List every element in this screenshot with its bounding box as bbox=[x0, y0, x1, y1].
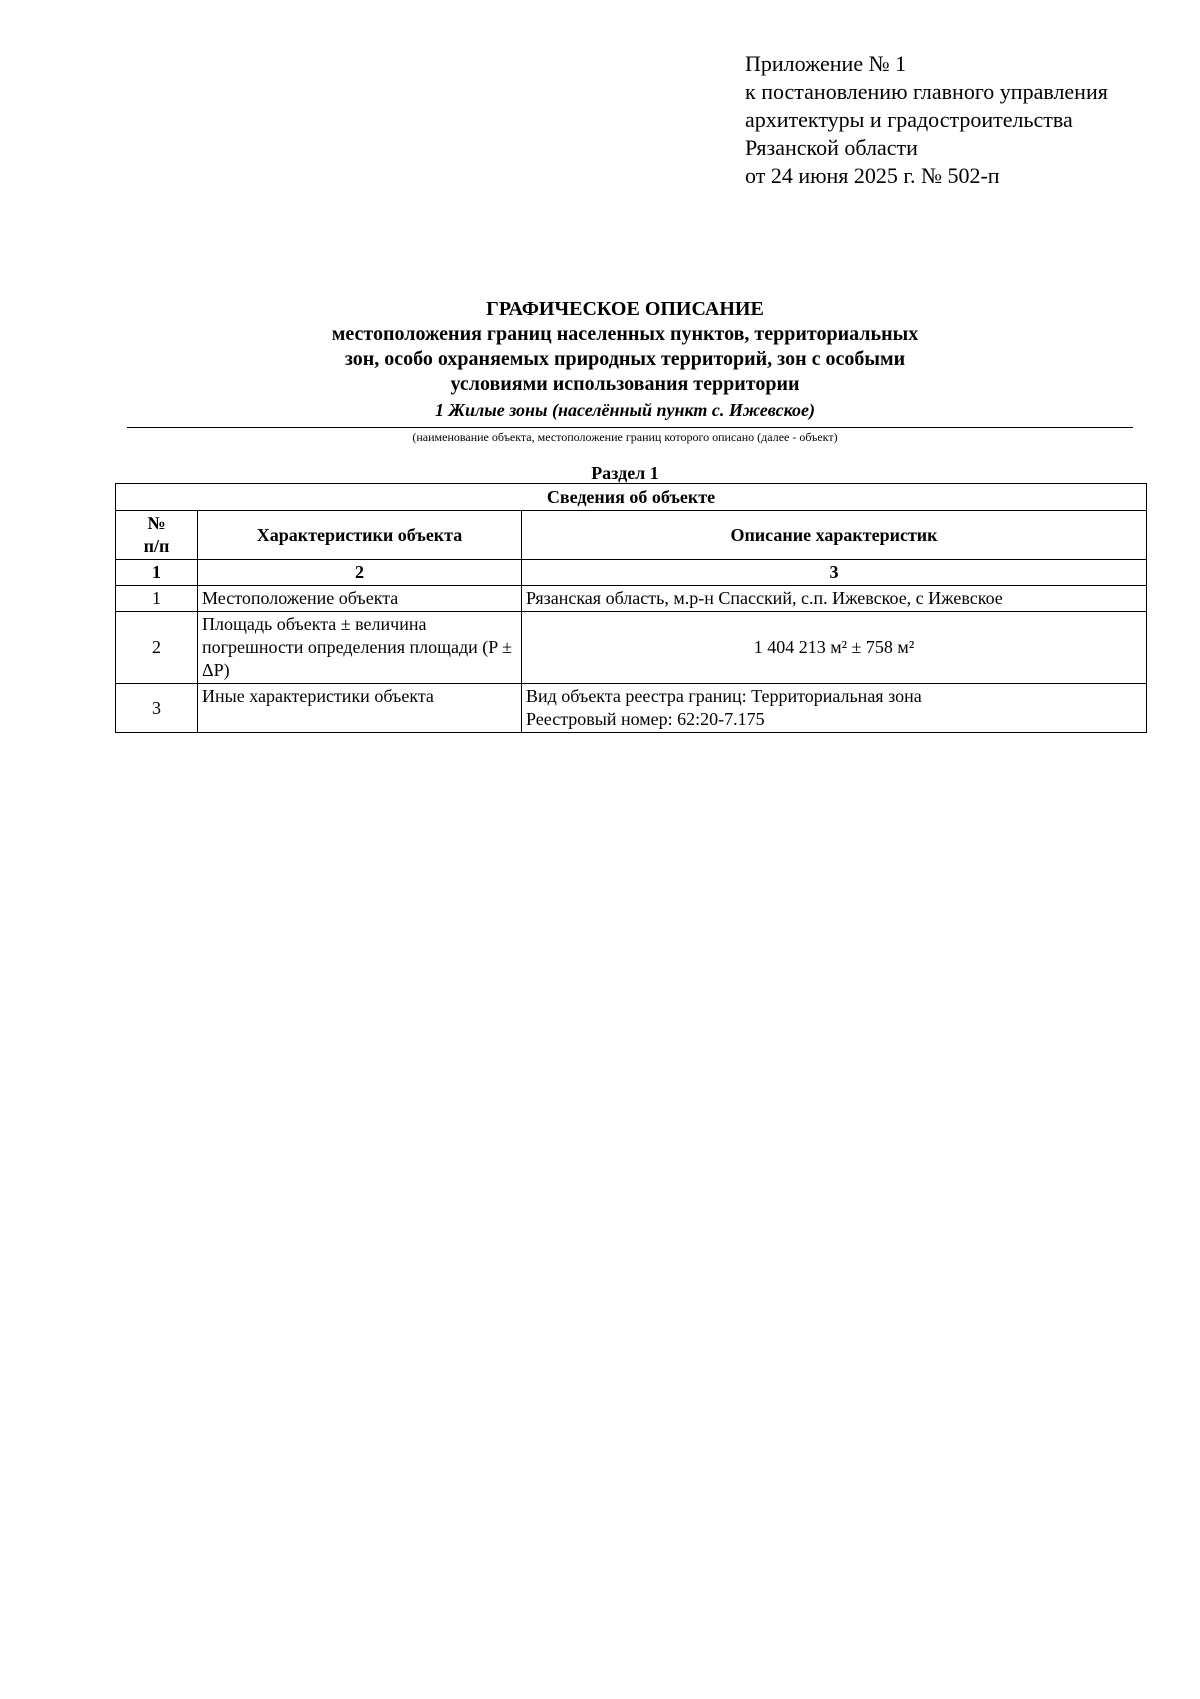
row-description bbox=[522, 612, 1147, 684]
appendix-line: к постановлению главного управления bbox=[745, 79, 1108, 104]
document-subtitle-line: условиями использования территории bbox=[450, 373, 800, 395]
appendix-line: Рязанской области bbox=[745, 135, 918, 160]
row-description bbox=[522, 586, 1147, 612]
row-num: 1 bbox=[116, 586, 198, 612]
document-subtitle-line: местоположения границ населенных пунктов, территориальных bbox=[331, 323, 919, 345]
row-characteristic: Местоположение объекта bbox=[198, 586, 522, 612]
column-number: 3 bbox=[522, 560, 1147, 586]
document-heading bbox=[110, 296, 1140, 421]
table-row bbox=[116, 612, 1147, 684]
table-caption: Сведения об объекте bbox=[116, 484, 1147, 511]
row-num: 2 bbox=[116, 612, 198, 684]
row-description bbox=[522, 684, 1147, 733]
object-name-underline bbox=[127, 427, 1133, 428]
row-description-line: 1 404 213 м² ± 758 м² bbox=[753, 637, 915, 657]
header-num-line: № bbox=[147, 513, 166, 533]
section-title: Раздел 1 bbox=[591, 463, 659, 483]
appendix-line: Приложение № 1 bbox=[745, 51, 907, 76]
column-number: 2 bbox=[198, 560, 522, 586]
row-description-line: Вид объекта реестра границ: Территориальная зона bbox=[526, 686, 922, 706]
row-description-line: Рязанская область, м.р-н Спасский, с.п. Ижевское, с Ижевское bbox=[526, 588, 1003, 608]
header-num bbox=[116, 511, 198, 560]
row-description-line: Реестровый номер: 62:20-7.175 bbox=[526, 709, 765, 729]
object-info-table bbox=[115, 483, 1147, 733]
row-characteristic: Иные характеристики объекта bbox=[198, 684, 522, 733]
header-characteristics: Характеристики объекта bbox=[198, 511, 522, 560]
header-description: Описание характеристик bbox=[522, 511, 1147, 560]
column-number: 1 bbox=[116, 560, 198, 586]
appendix-line: архитектуры и градостроительства bbox=[745, 107, 1073, 132]
document-subtitle-line: зон, особо охраняемых природных территорий, зон с особыми bbox=[344, 348, 906, 370]
table-row bbox=[116, 586, 1147, 612]
object-name-caption: (наименование объекта, местоположение границ которого описано (далее - объект) bbox=[412, 430, 838, 444]
header-num-line: п/п bbox=[143, 536, 170, 556]
appendix-block bbox=[745, 50, 1108, 190]
column-number-row bbox=[116, 560, 1147, 586]
appendix-line: от 24 июня 2025 г. № 502-п bbox=[745, 163, 1000, 188]
table-row bbox=[116, 684, 1147, 733]
row-num: 3 bbox=[116, 684, 198, 733]
row-characteristic: Площадь объекта ± величина погрешности определения площади (P ± ΔP) bbox=[198, 612, 522, 684]
document-title: ГРАФИЧЕСКОЕ ОПИСАНИЕ bbox=[486, 298, 764, 320]
object-name: 1 Жилые зоны (населённый пункт с. Ижевское) bbox=[435, 400, 815, 420]
